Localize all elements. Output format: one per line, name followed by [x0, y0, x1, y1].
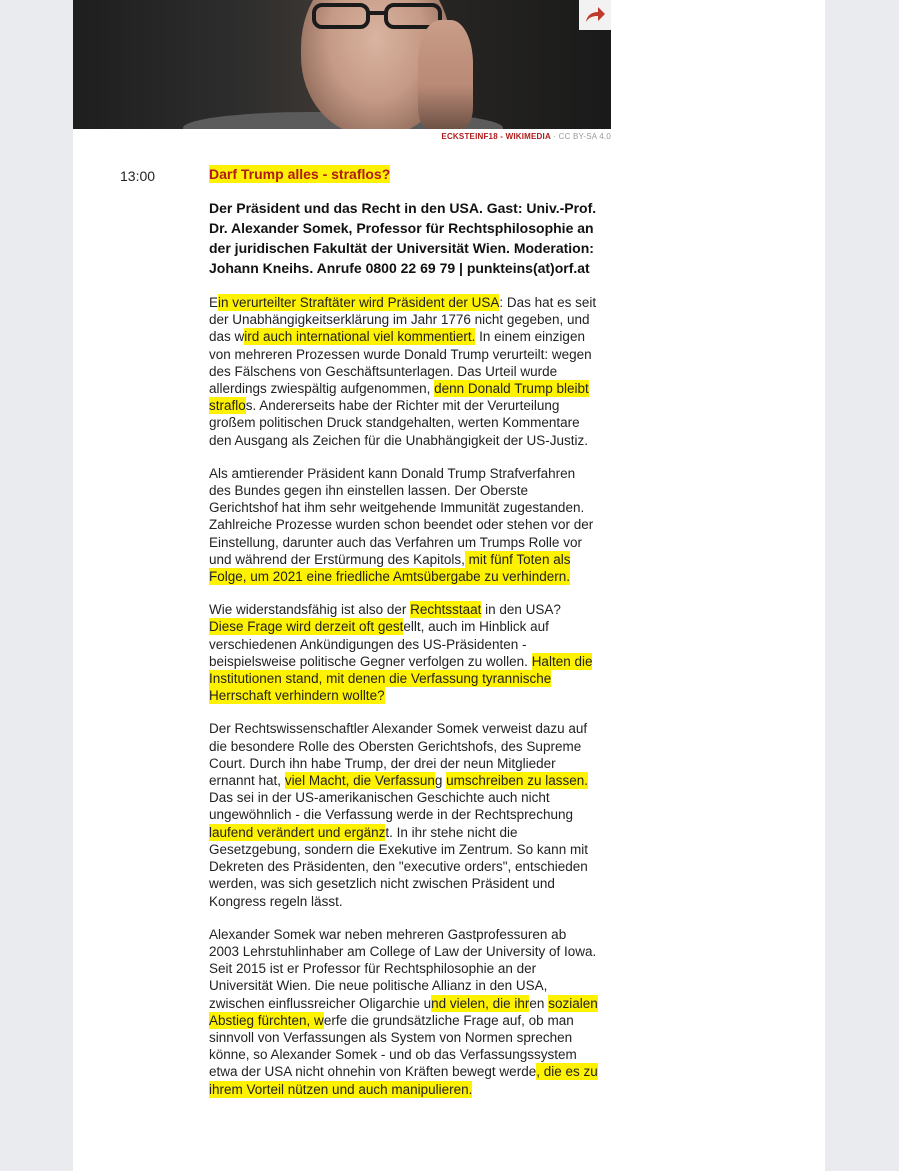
paragraph-1: Ein verurteilter Straftäter wird Präsident der USA: Das hat es seit der Unabhängigkeitserklärung im Jahr 1776 nicht gegeben, und das wird auch international viel kommentiert. In einem einzigen von mehreren Prozessen wurde Donald Trump verurteilt: wegen des Fälschens von Geschäftsunterlagen. Das Urteil wurde allerdings zwiespältig aufgenommen, denn Donald Trump bleibt straflos. Andererseits habe der Richter mit der Verurteilung großem politischen Druck standgehalten, werten Kommentare den Ausgang als Zeichen für die Unabhängigkeit der US-Justiz.: [209, 295, 597, 448]
portrait-photo: [73, 0, 611, 129]
credit-separator: ·: [550, 132, 559, 141]
paragraph-4: Der Rechtswissenschaftler Alexander Somek verweist dazu auf die besondere Rolle des Obersten Gerichtshofs, des Supreme Court. Durch ihn habe Trump, der drei der neun Mitglieder ernannt hat, viel Macht, die Verfassung umschreiben zu lassen. Das sei in der US-amerikanischen Geschichte auch nicht ungewöhnlich - die Verfassung werde in der Rechtsprechung laufend verändert und ergänzt. In ihr stehe nicht die Gesetzgebung, sondern die Exekutive im Zentrum. So kann mit Dekreten des Präsidenten, den "executive orders", entschieden werden, was sich gesetzlich nicht zwischen Präsident und Kongress regeln lässt.: [209, 721, 588, 909]
photo-hand: [418, 20, 473, 129]
paragraph-2: Als amtierender Präsident kann Donald Trump Strafverfahren des Bundes gegen ihn einstellen lassen. Der Oberste Gerichtshof hat ihm sehr weitgehende Immunität zugestanden. Zahlreiche Prozesse wurden schon beendet oder stehen vor der Einstellung, darunter auch das Verfahren um Trumps Rolle vor und während der Erstürmung des Kapitols, mit fünf Toten als Folge, um 2021 eine friedliche Amtsübergabe zu verhindern.: [209, 465, 594, 585]
paragraph-3: Wie widerstandsfähig ist also der Rechtsstaat in den USA? Diese Frage wird derzeit oft gestellt, auch im Hinblick auf verschiedenen Ankündigungen des US-Präsidenten - beispielsweise politische Gegner verfolgen zu wollen. Halten die Institutionen stand, mit denen die Verfassung tyrannische Herrschaft verhindern wollte?: [209, 602, 593, 704]
article-title: Darf Trump alles - straflos?: [209, 166, 391, 182]
broadcast-time: 13:00: [120, 168, 156, 184]
share-arrow-icon: [584, 6, 606, 24]
credit-author[interactable]: ECKSTEINF18 - WIKIMEDIA: [441, 132, 551, 141]
paragraph-5: Alexander Somek war neben mehreren Gastprofessuren ab 2003 Lehrstuhlinhaber am College of Law der University of Iowa. Seit 2015 ist er Professor für Rechtsphilosophie an der Universität Wien. Die neue politische Allianz in den USA, zwischen einflussreicher Oligarchie und vielen, die ihren sozialen Abstieg fürchten, werfe die grundsätzliche Frage auf, ob man sinnvoll von Verfassungen als System von Normen sprechen könne, so Alexander Somek - und ob das Verfassungssystem etwa der USA nicht ohnehin von Kräften bewegt werde, die es zu ihrem Vorteil nützen und auch manipulieren.: [209, 926, 598, 1097]
share-button[interactable]: [579, 0, 611, 30]
article-lead: Der Präsident und das Recht in den USA. Gast: Univ.-Prof. Dr. Alexander Somek, Professor für Rechtsphilosophie an der juridischen Fakultät der Universität Wien. Moderation: Johann Kneihs. Anrufe 0800 22 69 79 | punkteins(at)orf.at: [209, 200, 597, 276]
article-content: [209, 166, 599, 1114]
credit-license[interactable]: CC BY-SA 4.0: [558, 132, 611, 141]
article-page: [73, 0, 825, 1171]
image-credit: [73, 132, 611, 141]
